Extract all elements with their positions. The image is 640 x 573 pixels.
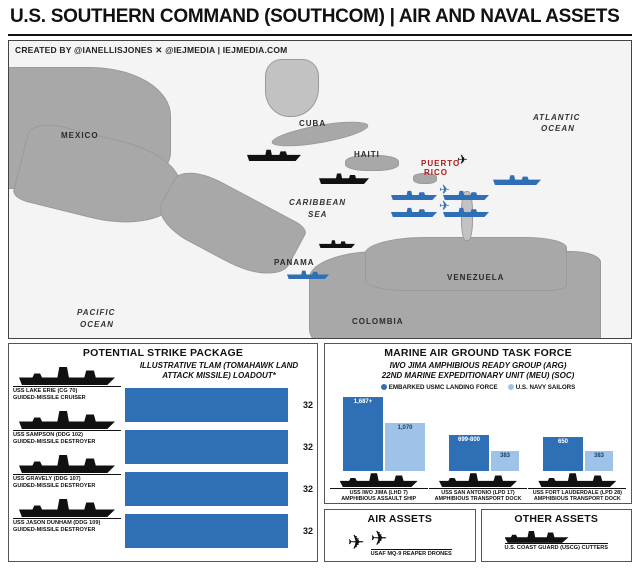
map-plane-icon-blue: ✈ bbox=[439, 198, 450, 213]
bar bbox=[125, 472, 288, 506]
landmass-florida bbox=[265, 59, 319, 117]
bar-row bbox=[125, 468, 313, 510]
map-ship-marker-blue bbox=[493, 171, 541, 185]
bar-row bbox=[125, 384, 313, 426]
magtf-subtitle-line2: 22ND MARINE EXPEDITIONARY UNIT (MEU) (SOC) bbox=[381, 371, 575, 380]
bar-value-marines: 650 bbox=[557, 439, 568, 445]
map-plane-icon-blue: ✈ bbox=[439, 182, 450, 197]
magtf-title: MARINE AIR GROUND TASK FORCE bbox=[384, 347, 572, 359]
legend-swatch-light bbox=[508, 384, 514, 390]
ship-type: AMPHIBIOUS ASSAULT SHIP bbox=[341, 496, 417, 503]
right-column bbox=[324, 343, 632, 562]
bar-row bbox=[125, 426, 313, 468]
bar-value: 32 bbox=[302, 400, 313, 410]
bar-marines bbox=[543, 437, 583, 471]
legend-item-marines bbox=[381, 384, 498, 391]
destroyer-icon bbox=[19, 451, 115, 473]
list-item bbox=[330, 471, 428, 503]
ship-name: USS LAKE ERIE (CG 70) bbox=[13, 388, 78, 394]
ship-type: GUIDED-MISSILE DESTROYER bbox=[13, 438, 96, 445]
bar-value-marines: 1,687+ bbox=[353, 399, 373, 405]
magtf-legend bbox=[325, 384, 631, 393]
transport-dock-icon bbox=[538, 471, 616, 487]
header bbox=[0, 0, 640, 32]
magtf-subtitle-line1: IWO JIMA AMPHIBIOUS READY GROUP (ARG) bbox=[389, 361, 567, 370]
map-ship-marker-blue bbox=[391, 187, 437, 200]
destroyer-icon bbox=[19, 407, 115, 429]
map-label-colombia: COLOMBIA bbox=[352, 317, 404, 326]
map-panel bbox=[8, 40, 632, 339]
ship-type: GUIDED-MISSILE CRUISER bbox=[13, 394, 86, 401]
bar-group-iwo-jima bbox=[343, 397, 425, 471]
credit-line: CREATED BY @IANELLISJONES ✕ @IEJMEDIA | IEJMEDIA.COM bbox=[15, 45, 288, 55]
bar-value-marines: 699-800 bbox=[457, 437, 481, 443]
list-item bbox=[13, 363, 121, 405]
map-label-panama: PANAMA bbox=[274, 258, 315, 267]
air-assets-panel bbox=[324, 509, 476, 563]
map-ship-marker bbox=[247, 145, 301, 161]
bar-value-sailors: 383 bbox=[593, 453, 604, 459]
other-assets-title: OTHER ASSETS bbox=[514, 512, 599, 525]
map-plane-icon: ✈ bbox=[457, 152, 468, 167]
bar-marines bbox=[343, 397, 383, 471]
map-label-caribbean-sea: SEA bbox=[308, 210, 328, 219]
list-item bbox=[528, 471, 626, 503]
list-item bbox=[429, 471, 527, 503]
map-label-atlantic: ATLANTIC bbox=[533, 113, 581, 122]
map-label-cuba: CUBA bbox=[299, 119, 327, 128]
ship-name: USS FORT LAUDERDALE (LPD 28) bbox=[532, 490, 622, 496]
map-ship-marker bbox=[319, 237, 355, 248]
legend-label: EMBARKED USMC LANDING FORCE bbox=[388, 384, 498, 391]
bar-value: 32 bbox=[302, 442, 313, 452]
list-item bbox=[13, 407, 121, 449]
legend-swatch-dark bbox=[381, 384, 387, 390]
magtf-bar-chart bbox=[325, 393, 631, 471]
air-assets-title: AIR ASSETS bbox=[367, 512, 433, 525]
cutter-label: U.S. COAST GUARD (USCG) CUTTERS bbox=[504, 544, 608, 551]
ship-type: GUIDED-MISSILE DESTROYER bbox=[13, 482, 96, 489]
map-label-rico: RICO bbox=[424, 168, 448, 177]
map-label-pacific-ocean: OCEAN bbox=[80, 320, 114, 329]
bar-group-san-antonio bbox=[449, 435, 519, 471]
map-ship-marker-blue bbox=[391, 204, 437, 217]
bar-sailors bbox=[585, 451, 613, 471]
map-label-puerto: PUERTO bbox=[421, 159, 461, 168]
cruiser-icon bbox=[19, 363, 115, 385]
legend-label: U.S. NAVY SAILORS bbox=[515, 384, 576, 391]
map-label-pacific: PACIFIC bbox=[77, 308, 116, 317]
bar-sailors bbox=[491, 451, 519, 471]
ship-name: USS SAN ANTONIO (LPD 17) bbox=[441, 490, 515, 496]
bar-row bbox=[125, 510, 313, 552]
bar-marines bbox=[449, 435, 489, 471]
strike-package-title: POTENTIAL STRIKE PACKAGE bbox=[82, 347, 244, 359]
bar-value-sailors: 383 bbox=[499, 453, 510, 459]
other-assets-panel bbox=[481, 509, 633, 563]
transport-dock-icon bbox=[439, 471, 517, 487]
ship-type: AMPHIBIOUS TRANSPORT DOCK bbox=[533, 496, 621, 503]
cutter-icon bbox=[505, 529, 569, 543]
tlam-bar-chart bbox=[121, 361, 313, 552]
map-label-venezuela: VENEZUELA bbox=[447, 273, 505, 282]
ship-type: GUIDED-MISSILE DESTROYER bbox=[13, 526, 96, 533]
page-title: U.S. SOUTHERN COMMAND (SOUTHCOM) | AIR AND NAVAL ASSETS bbox=[10, 6, 620, 27]
ship-name: USS IWO JIMA (LHD 7) bbox=[349, 490, 408, 496]
strike-ship-list bbox=[13, 361, 121, 552]
ship-name: USS GRAVELY (DDG 107) bbox=[13, 476, 81, 482]
tlam-chart-title: ILLUSTRATIVE TLAM (TOMAHAWK LAND ATTACK MISSILE) LOADOUT* bbox=[139, 361, 299, 380]
list-item bbox=[13, 451, 121, 493]
bar-value: 32 bbox=[302, 526, 313, 536]
drone-label: USAF MQ-9 REAPER DRONES bbox=[370, 550, 452, 557]
map-ship-marker bbox=[319, 169, 369, 184]
header-divider bbox=[8, 34, 632, 36]
jet-icon: ✈ bbox=[347, 532, 365, 555]
strike-package-panel bbox=[8, 343, 318, 562]
magtf-ship-captions bbox=[325, 471, 631, 503]
list-item bbox=[13, 495, 121, 537]
map-label-haiti: HAITI bbox=[354, 150, 380, 159]
ship-name: USS JASON DUNHAM (DDG 109) bbox=[13, 520, 101, 526]
ship-type: AMPHIBIOUS TRANSPORT DOCK bbox=[434, 496, 522, 503]
bottom-section bbox=[8, 343, 632, 562]
ship-name: USS SAMPSON (DDG 102) bbox=[13, 432, 83, 438]
bar bbox=[125, 388, 288, 422]
map-label-atlantic-ocean: OCEAN bbox=[541, 124, 575, 133]
magtf-panel bbox=[324, 343, 632, 504]
destroyer-icon bbox=[19, 495, 115, 517]
bar-value-sailors: 1,070 bbox=[397, 425, 413, 431]
map-label-caribbean: CARIBBEAN bbox=[289, 198, 346, 207]
map-ship-marker-blue bbox=[287, 267, 329, 279]
landmass-venezuela-coast bbox=[365, 237, 567, 291]
drone-icon: ✈ bbox=[370, 527, 388, 550]
bar bbox=[125, 430, 288, 464]
bar bbox=[125, 514, 288, 548]
bar-sailors bbox=[385, 423, 425, 471]
sub-panels-row bbox=[324, 509, 632, 563]
bar-value: 32 bbox=[302, 484, 313, 494]
legend-item-sailors bbox=[508, 384, 576, 391]
bar-group-fort-lauderdale bbox=[543, 437, 613, 471]
amphibious-assault-ship-icon bbox=[340, 471, 418, 487]
map-label-mexico: MEXICO bbox=[61, 131, 99, 140]
